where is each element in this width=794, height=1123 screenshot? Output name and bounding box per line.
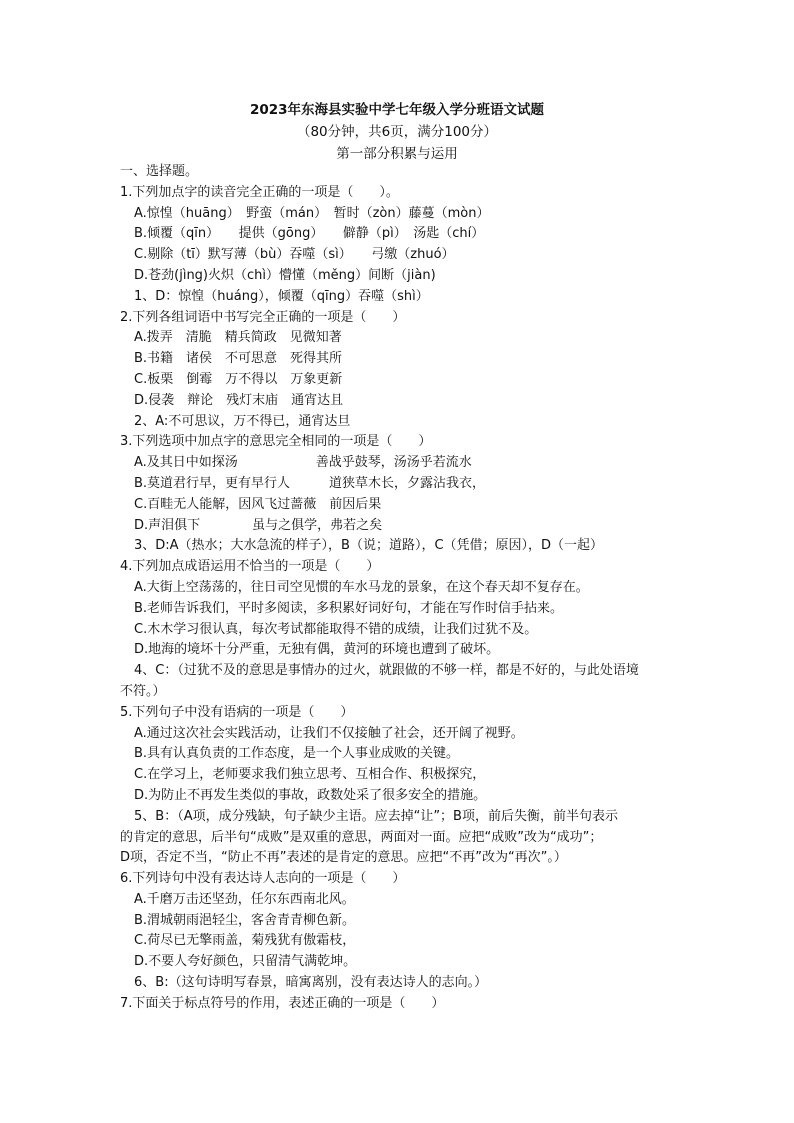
option-text: C.在学习上，老师要求我们独立思考、互相合作、积极探究， (134, 767, 486, 783)
answer-continuation: D项，否定不当，“防止不再”表述的是肯定的意思。应把“不再”改为“再次”。） (120, 850, 567, 866)
option-text: C.荷尽已无擎雨盖，菊残犹有傲霜枝， (134, 933, 356, 949)
question-text: 2.下列各组词语中书写完全正确的一项是（ ） (120, 309, 406, 325)
question-text: 6.下列诗句中没有表达诗人志向的一项是（ ） (120, 871, 406, 887)
question-text: 5.下列句子中没有语病的一项是（ ） (120, 704, 354, 720)
answer-text: 1、D：惊惶（huáng），倾覆（qīng）吞噬（shì） (134, 288, 429, 304)
option-text: A.大街上空荡荡的，往日司空见惯的车水马龙的景象，在这个春天却不复存在。 (134, 579, 589, 595)
answer-text: 4、C：（过犹不及的意思是事情办的过火，就跟做的不够一样，都是不好的，与此处语境 (134, 663, 639, 679)
option-text: D.苍劲(jìng)火炽（chì）懵懂（měng）间断（jiàn) (134, 267, 436, 283)
question-text: 1.下列加点字的读音完全正确的一项是（ ）。 (120, 184, 399, 200)
option-text: C.木木学习很认真，每次考试都能取得不错的成绩，让我们过犹不及。 (134, 621, 538, 637)
question-text: 7.下面关于标点符号的作用，表述正确的一项是（ ） (120, 995, 445, 1011)
exam-title: 2023年东海县实验中学七年级入学分班语文试题 (249, 102, 545, 118)
option-text: B.书籍 诸侯 不可思意 死得其所 (134, 351, 343, 367)
answer-continuation: 不符。） (120, 683, 166, 699)
answer-continuation: 的肯定的意思，后半句“成败”是双重的意思，两面对一面。应把“成败”改为“成功”； (120, 829, 603, 845)
option-text: C.百畦无人能解，因风飞过蔷薇 前因后果 (134, 496, 382, 512)
option-text: A.通过这次社会实践活动，让我们不仅接触了社会，还开阔了视野。 (134, 725, 524, 741)
option-text: A.千磨万击还坚劲，任尔东西南北风。 (134, 891, 355, 907)
option-text: B.莫道君行早，更有早行人 道狭草木长，夕露沾我衣， (134, 475, 486, 491)
option-text: B.具有认真负责的工作态度，是一个人事业成败的关键。 (134, 746, 460, 762)
option-text: D.侵袭 辩论 残灯末庙 通宵达且 (134, 392, 344, 408)
answer-text: 2、A:不可思议，万不得已，通宵达旦 (134, 413, 351, 429)
exam-body (120, 162, 686, 1015)
answer-text: 5、B：（A项，成分残缺，句子缺少主语。应去掉“让”；B项，前后失衡，前半句表示 (134, 808, 618, 824)
section-heading: 一、选择题。 (120, 164, 199, 179)
part-heading: 第一部分积累与运用 (336, 146, 458, 162)
option-text: D.不要人夸好颜色，只留清气满乾坤。 (134, 954, 357, 970)
answer-text: 3、D:A（热水；大水急流的样子），B（说；道路），C（凭借；原因），D（一起） (134, 538, 604, 554)
exam-subtitle: （80分钟，共6页，满分100分） (296, 124, 498, 140)
answer-text: 6、B:（这句诗明写春景，暗寓离别，没有表达诗人的志向。） (134, 975, 488, 991)
option-text: C.剔除（tī）默写薄（bù）吞噬（sì） 弓缴（zhuó） (134, 247, 455, 263)
option-text: A.拨弄 清脆 精兵简政 见微知著 (134, 330, 342, 346)
option-text: B.倾覆（qīn） 提供（gōng） 僻静（pì） 汤匙（chí） (134, 226, 485, 242)
option-text: B.老师告诉我们，平时多阅读，多积累好词好句，才能在写作时信手拈来。 (134, 600, 564, 616)
option-text: A.及其日中如探汤 善战乎鼓琴，汤汤乎若流水 (134, 455, 472, 471)
option-text: D.为防止不再发生类似的事故，政数处采了很多安全的措施。 (134, 787, 487, 803)
option-text: D.声泪俱下 虽与之俱学，弗若之矣 (134, 517, 383, 533)
option-text: D.地海的境坏十分严重，无独有偶，黄河的环境也遭到了破坏。 (134, 642, 500, 658)
question-text: 4.下列加点成语运用不恰当的一项是（ ） (120, 559, 380, 575)
option-text: A.惊惶（huāng） 野蛮（mán） 暂时（zòn）藤蔓（mòn） (134, 205, 490, 221)
option-text: C.板栗 倒霉 万不得以 万象更新 (134, 371, 343, 387)
option-text: B.渭城朝雨浥轻尘，客舍青青柳色新。 (134, 912, 356, 928)
question-text: 3.下列选项中加点字的意思完全相同的一项是（ ） (120, 434, 432, 450)
